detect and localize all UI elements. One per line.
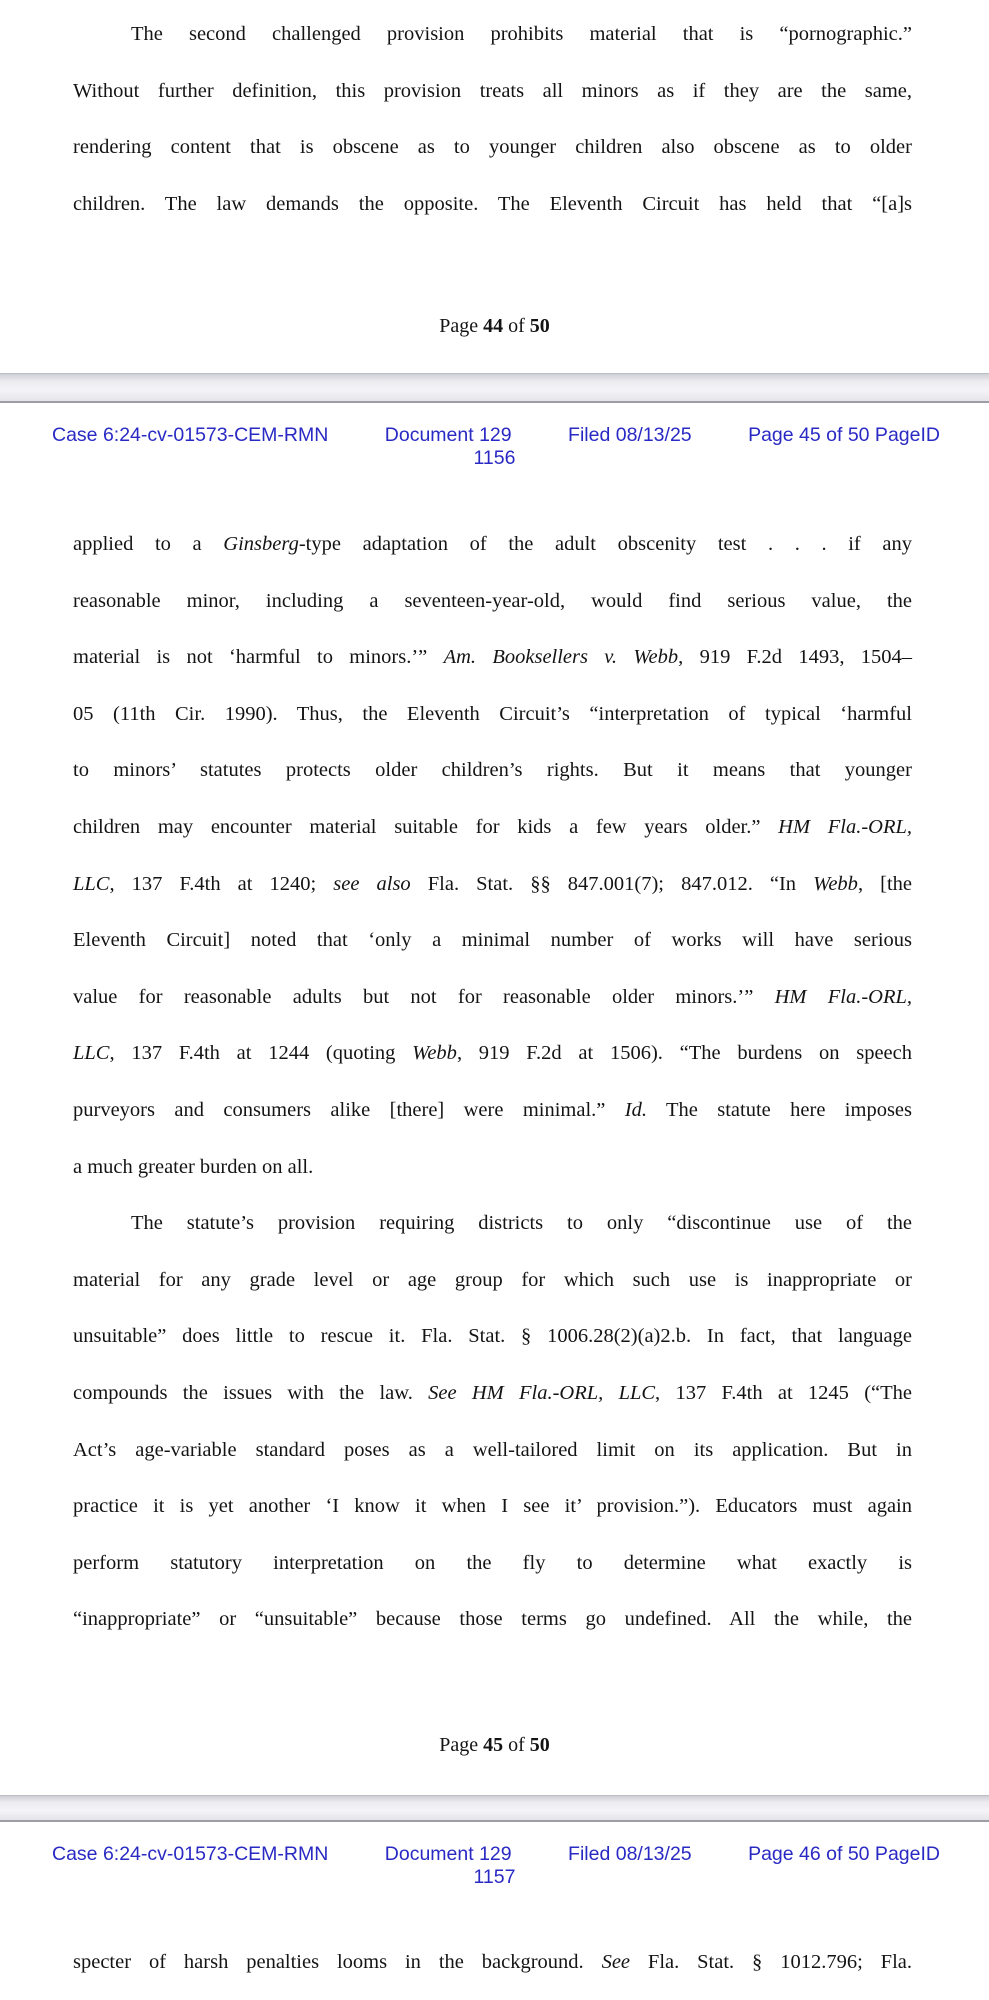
body-text-segment: Without further definition, this provision treats all minors as if they are the same,	[73, 79, 912, 102]
text-line	[73, 1535, 912, 1592]
italic-text: LLC	[73, 872, 110, 895]
italic-text: HM Fla.-ORL,	[774, 985, 913, 1008]
text-line	[73, 1082, 912, 1139]
text-line	[73, 1591, 912, 1648]
page-gap	[0, 373, 989, 403]
text-line	[73, 176, 912, 233]
body-text-segment: material is not ‘harmful to minors.’”	[73, 646, 444, 669]
body-text-segment: The second challenged provision prohibits material that is “pornographic.”	[131, 23, 912, 45]
text-line	[73, 1422, 912, 1479]
footer-page-total: 50	[529, 315, 550, 337]
body-text-segment: children. The law demands the opposite. The Eleventh Circuit has held that “[a]s	[73, 192, 912, 215]
body-text-segment: unsuitable” does little to rescue it. Fla. Stat. § 1006.28(2)(a)2.b. In fact, that language	[73, 1325, 912, 1348]
body-text-segment: Fla. Stat. § 1012.796; Fla.	[630, 1951, 912, 1973]
page-46	[0, 1822, 989, 2000]
text-line	[73, 686, 912, 743]
body-text-segment: a much greater burden on all.	[73, 1155, 314, 1178]
body-text-segment: Eleventh Circuit] noted that ‘only a minimal number of works will have serious	[73, 929, 912, 952]
body-text-segment: , 919 F.2d at 1506). “The burdens on speech	[456, 1042, 913, 1065]
text-line	[73, 119, 912, 176]
page-44	[0, 0, 989, 373]
body-text-segment: rendering content that is obscene as to younger children also obscene as to older	[73, 136, 912, 159]
text-line	[73, 573, 912, 630]
ecf-stamp-45	[0, 403, 989, 470]
body-text-segment: -type adaptation of the adult obscenity test . . . if any	[298, 533, 912, 555]
body-text-segment: The statute’s provision requiring districts to only “discontinue use of the	[131, 1212, 912, 1235]
body-text-segment: specter of harsh penalties looms in the background.	[73, 1951, 602, 1973]
italic-text: LLC	[73, 1042, 110, 1065]
page-45-text	[73, 516, 912, 1648]
body-text-segment: material for any grade level or age group for which such use is inappropriate or	[73, 1268, 912, 1291]
italic-text: See HM Fla.-ORL, LLC	[428, 1381, 656, 1404]
page-footer-45	[0, 1733, 989, 1757]
ecf-stamp-row	[0, 1843, 989, 1866]
footer-prefix: Page	[439, 315, 484, 337]
body-text-segment: Act’s age-variable standard poses as a well-tailored limit on its application. But in	[73, 1438, 912, 1461]
text-line	[73, 1478, 912, 1535]
page-45	[0, 403, 989, 1795]
text-line	[73, 6, 912, 63]
body-text-segment: applied to a	[73, 533, 224, 555]
ecf-stamp-46	[0, 1822, 989, 1889]
body-text-segment: , 137 F.4th at 1240;	[109, 872, 334, 895]
text-line	[73, 799, 912, 856]
body-text-segment: children may encounter material suitable for kids a few years older.”	[73, 815, 779, 838]
text-line	[73, 1365, 912, 1422]
text-line	[73, 856, 912, 913]
page-gap	[0, 1795, 989, 1822]
text-line	[73, 1025, 912, 1082]
ecf-stamp-row	[0, 424, 989, 447]
footer-of: of	[503, 315, 530, 337]
page-stamp: Page 46 of 50 PageID	[748, 1843, 940, 1865]
text-line	[73, 1308, 912, 1365]
text-line	[73, 516, 912, 573]
text-line	[73, 1195, 912, 1252]
document-number: Document 129	[384, 1843, 512, 1865]
body-text-segment: purveyors and consumers alike [there] were minimal.”	[73, 1098, 625, 1121]
italic-text: Webb	[412, 1042, 457, 1065]
text-line	[73, 742, 912, 799]
page-stamp: Page 45 of 50 PageID	[748, 424, 940, 446]
italic-text: Am. Booksellers v. Webb	[443, 646, 679, 669]
text-line	[73, 969, 912, 1026]
pageid-number: 1156	[473, 447, 516, 469]
footer-page-total: 50	[529, 1734, 550, 1756]
body-text-segment: , 137 F.4th at 1245 (“The	[655, 1381, 912, 1404]
italic-text: See	[601, 1951, 631, 1973]
page-44-text	[73, 0, 912, 232]
text-line	[73, 63, 912, 120]
footer-prefix: Page	[439, 1734, 484, 1756]
pageid-number: 1157	[473, 1866, 516, 1888]
body-text-segment: compounds the issues with the law.	[73, 1381, 429, 1404]
filed-date: Filed 08/13/25	[568, 1843, 692, 1865]
body-text-segment: to minors’ statutes protects older children’s rights. But it means that younger	[73, 759, 912, 782]
footer-of: of	[503, 1734, 530, 1756]
italic-text: see also	[333, 872, 411, 895]
body-text-segment: , 137 F.4th at 1244 (quoting	[109, 1042, 413, 1065]
text-line	[73, 1139, 912, 1196]
footer-page-number: 45	[483, 1734, 504, 1756]
filed-date: Filed 08/13/25	[568, 424, 692, 446]
body-text-segment: 05 (11th Cir. 1990). Thus, the Eleventh Circuit’s “interpretation of typical ‘harmful	[73, 702, 912, 725]
document-number: Document 129	[384, 424, 512, 446]
italic-text: Ginsberg	[223, 533, 299, 555]
text-line	[73, 1252, 912, 1309]
text-line	[73, 1934, 912, 1991]
body-text-segment: Fla. Stat. §§ 847.001(7); 847.012. “In	[410, 872, 814, 895]
page-footer-44	[0, 314, 989, 338]
body-text-segment: reasonable minor, including a seventeen-year-old, would find serious value, the	[73, 589, 912, 612]
text-line	[73, 629, 912, 686]
body-text-segment: practice it is yet another ‘I know it when I see it’ provision.”). Educators must again	[73, 1495, 912, 1518]
italic-text: HM Fla.-ORL,	[778, 815, 912, 838]
body-text-segment: , [the	[857, 872, 912, 895]
body-text-segment: “inappropriate” or “unsuitable” because those terms go undefined. All the while, the	[73, 1608, 912, 1631]
text-line	[73, 912, 912, 969]
body-text-segment: The statute here imposes	[646, 1098, 912, 1121]
case-number: Case 6:24-cv-01573-CEM-RMN	[52, 424, 329, 446]
body-text-segment: perform statutory interpretation on the fly to determine what exactly is	[73, 1551, 912, 1574]
body-text-segment: , 919 F.2d 1493, 1504–	[678, 646, 913, 669]
page-46-text	[73, 1934, 912, 1991]
italic-text: Id.	[624, 1098, 647, 1121]
italic-text: Webb	[813, 872, 858, 895]
body-text-segment: value for reasonable adults but not for reasonable older minors.’”	[73, 985, 775, 1008]
case-number: Case 6:24-cv-01573-CEM-RMN	[52, 1843, 329, 1865]
footer-page-number: 44	[483, 315, 504, 337]
